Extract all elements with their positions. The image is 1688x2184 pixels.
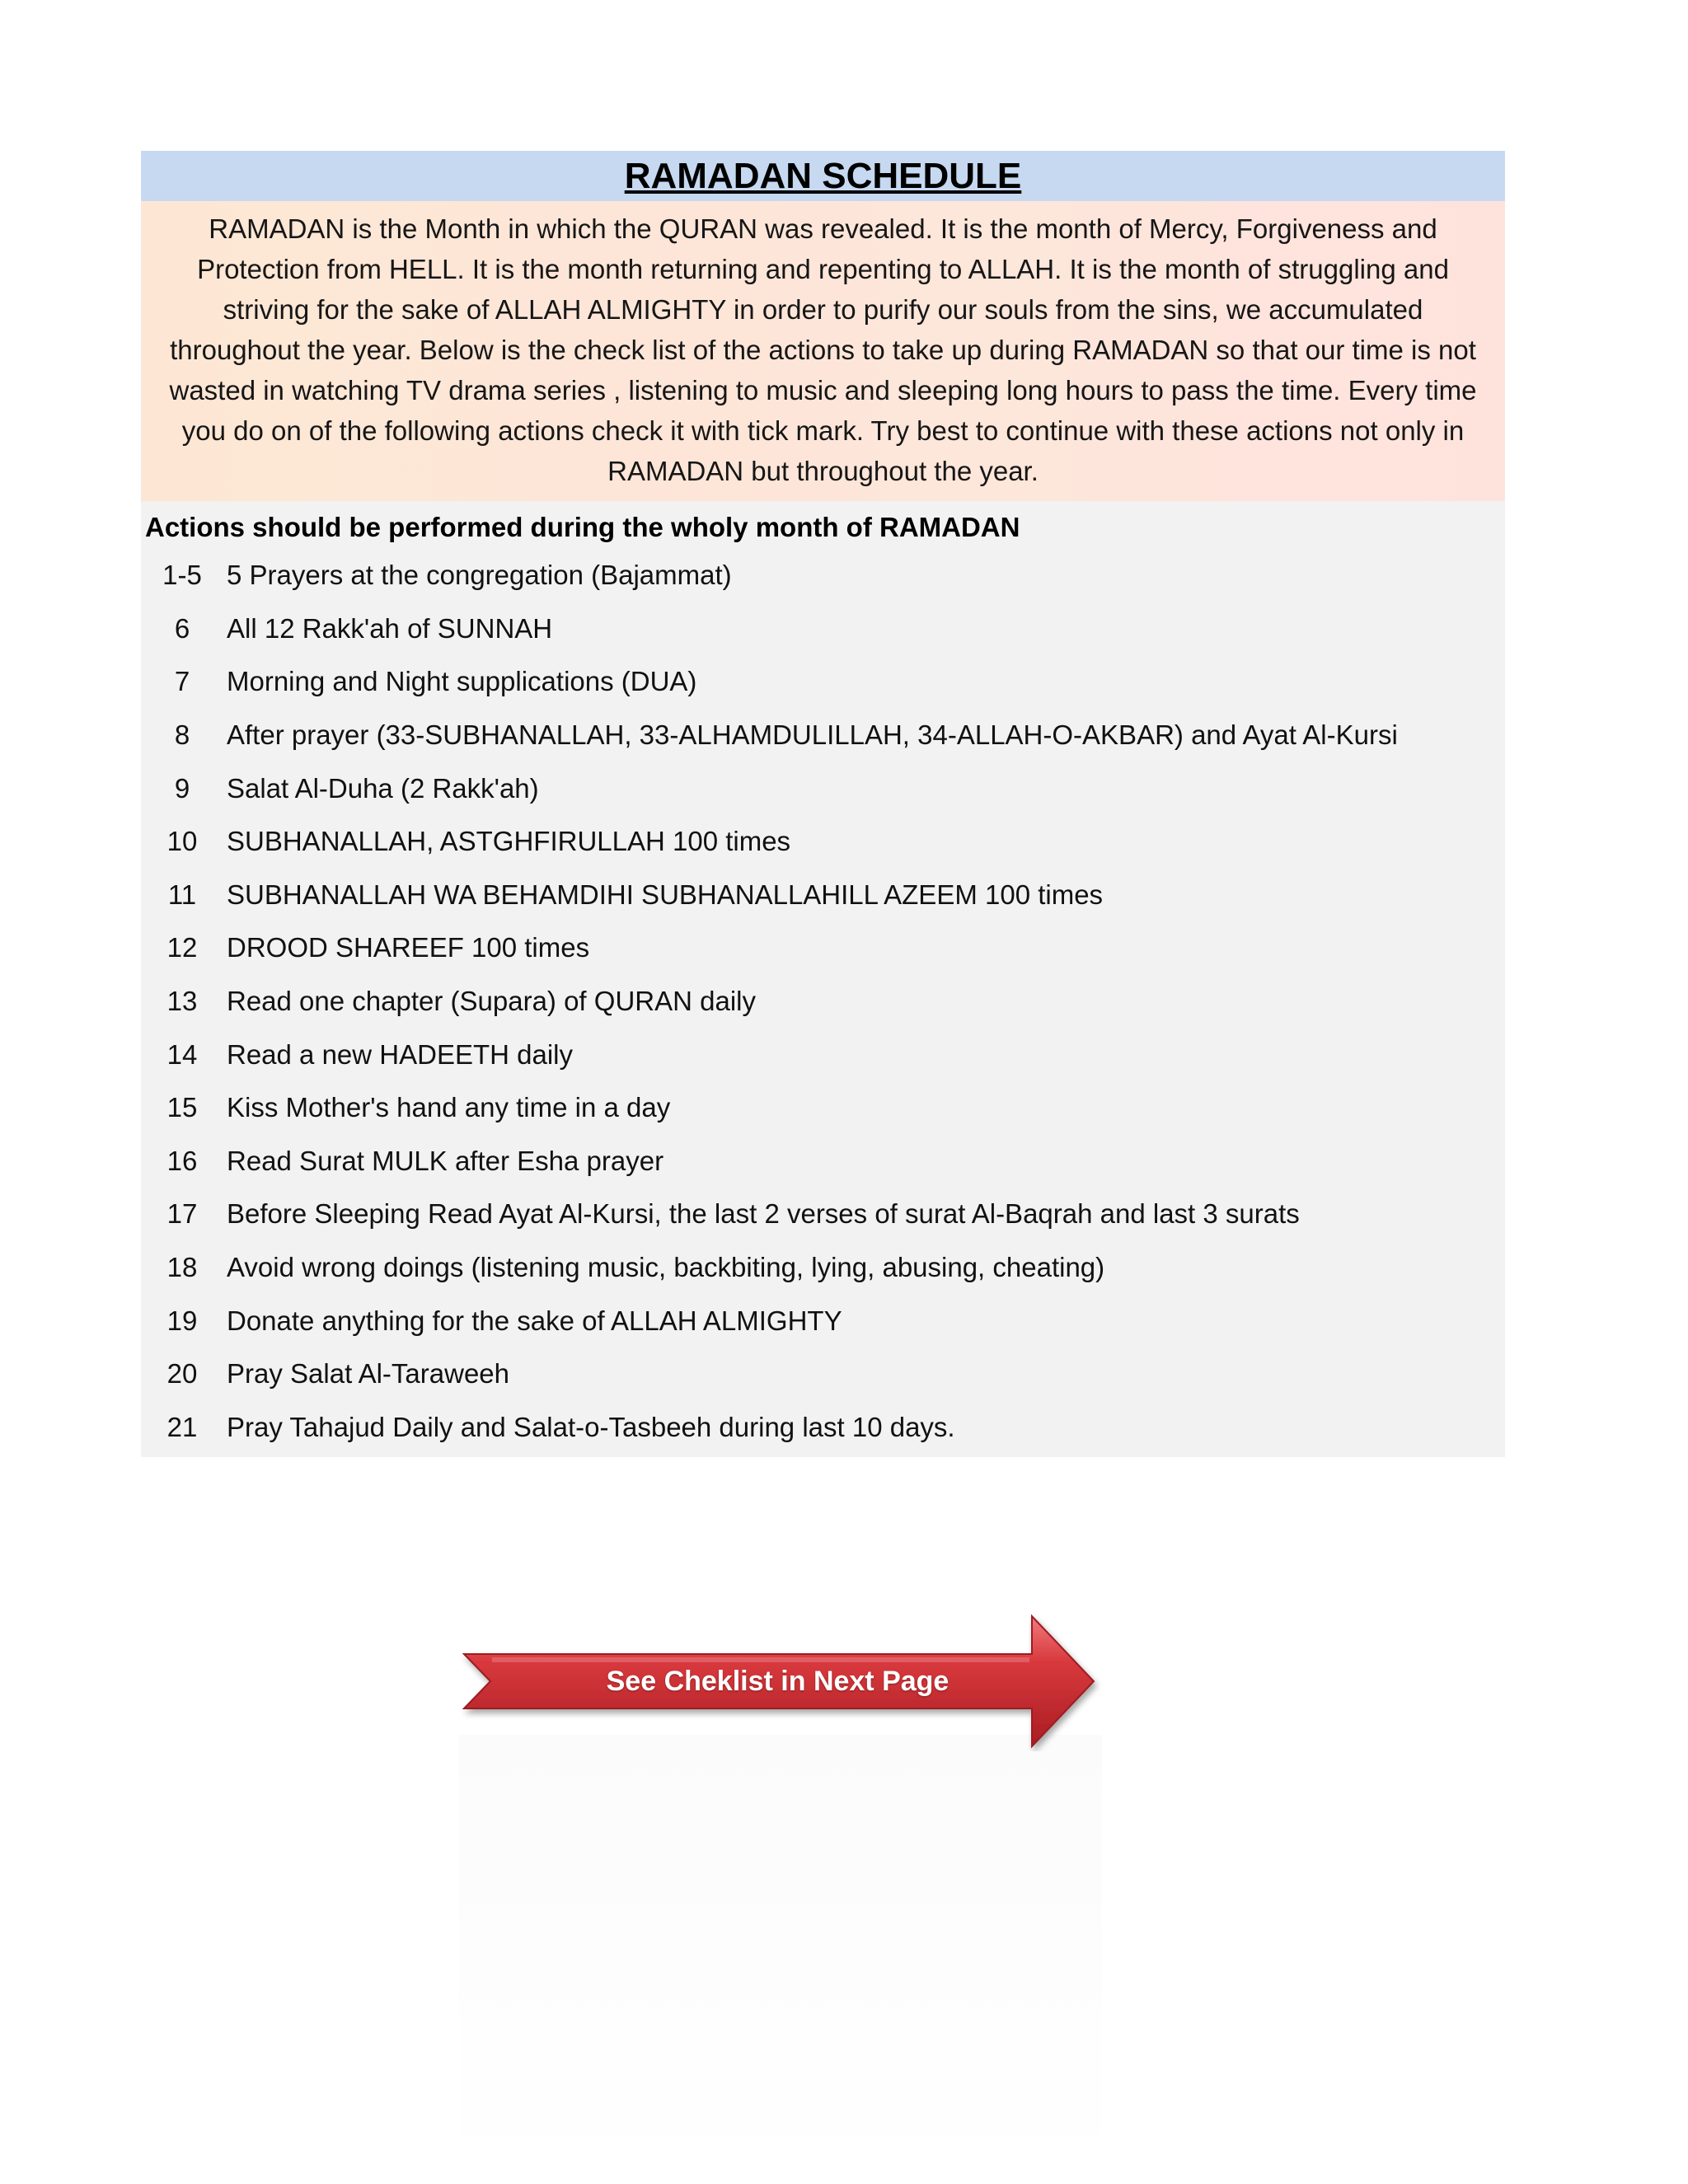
item-text: SUBHANALLAH WA BEHAMDIHI SUBHANALLAHILL AZEEM 100 times <box>227 879 1104 910</box>
list-item <box>141 1028 1505 1081</box>
actions-heading: Actions should be performed during the wholy month of RAMADAN <box>145 512 1020 542</box>
list-item <box>141 1241 1505 1295</box>
intro-paragraph: RAMADAN is the Month in which the QURAN was revealed. It is the month of Mercy, Forgiveness and Protection from HELL. It is the month returning and repenting to ALLAH. It is the month of struggling and striving for the sake of ALLAH ALMIGHTY in order to purify our souls from the sins, we accumulated throughout the year. Below is the check list of the actions to take up during RAMADAN so that our time is not wasted in watching TV drama series , listening to music and sleeping long hours to pass the time. Every time you do on of the following actions check it with tick mark. Try best to continue with these actions not only in RAMADAN but throughout the year. <box>141 201 1505 501</box>
list-item <box>141 709 1505 762</box>
schedule-sheet <box>141 151 1505 1457</box>
item-text: Pray Tahajud Daily and Salat-o-Tasbeeh during last 10 days. <box>227 1411 955 1442</box>
item-text: Read one chapter (Supara) of QURAN daily <box>227 986 756 1017</box>
page-title: RAMADAN SCHEDULE <box>141 151 1505 201</box>
item-text: Pray Salat Al-Taraweeh <box>227 1358 510 1390</box>
item-number: 21 <box>166 1411 198 1442</box>
list-item <box>141 1294 1505 1347</box>
list-item <box>141 655 1505 709</box>
item-text: Morning and Night supplications (DUA) <box>227 666 697 697</box>
item-text: Avoid wrong doings (listening music, backbiting, lying, abusing, cheating) <box>227 1252 1105 1283</box>
item-text: Read a new HADEETH daily <box>227 1038 574 1070</box>
list-item <box>141 975 1505 1029</box>
item-number: 20 <box>166 1358 198 1390</box>
item-number: 13 <box>166 986 198 1017</box>
list-item <box>141 1401 1505 1455</box>
item-number: 10 <box>166 826 198 857</box>
list-item <box>141 1135 1505 1188</box>
item-text: 5 Prayers at the congregation (Bajammat) <box>227 560 732 591</box>
item-number: 18 <box>166 1252 198 1283</box>
item-number: 9 <box>174 772 190 804</box>
list-item <box>141 1347 1505 1401</box>
item-text: Donate anything for the sake of ALLAH ALMIGHTY <box>227 1305 842 1336</box>
list-item <box>141 869 1505 922</box>
item-text: SUBHANALLAH, ASTGHFIRULLAH 100 times <box>227 826 791 857</box>
item-text: After prayer (33-SUBHANALLAH, 33-ALHAMDULILLAH, 34-ALLAH-O-AKBAR) and Ayat Al-Kursi <box>227 719 1398 751</box>
next-page-button[interactable] <box>459 1611 1102 1751</box>
item-text: Read Surat MULK after Esha prayer <box>227 1145 664 1176</box>
list-item <box>141 815 1505 869</box>
actions-list <box>141 501 1505 1457</box>
item-text: All 12 Rakk'ah of SUNNAH <box>227 612 553 644</box>
next-page-label[interactable]: See Cheklist in Next Page <box>606 1666 950 1697</box>
item-number: 1-5 <box>162 560 202 591</box>
list-item <box>141 1081 1505 1135</box>
list-item <box>141 602 1505 656</box>
item-number: 6 <box>174 612 190 644</box>
item-number: 12 <box>166 932 198 963</box>
item-text: Before Sleeping Read Ayat Al-Kursi, the last 2 verses of surat Al-Baqrah and last 3 surats <box>227 1198 1300 1230</box>
item-number: 17 <box>166 1198 198 1230</box>
list-item <box>141 1188 1505 1241</box>
item-number: 8 <box>174 719 190 751</box>
list-item <box>141 762 1505 815</box>
item-number: 15 <box>166 1092 198 1123</box>
item-number: 19 <box>166 1305 198 1336</box>
item-number: 7 <box>174 666 190 697</box>
item-text: Kiss Mother's hand any time in a day <box>227 1092 671 1123</box>
item-number: 16 <box>166 1145 198 1176</box>
list-item <box>141 921 1505 975</box>
arrow-backdrop <box>459 1735 1102 2184</box>
item-number: 11 <box>167 879 197 910</box>
item-text: Salat Al-Duha (2 Rakk'ah) <box>227 772 539 804</box>
item-text: DROOD SHAREEF 100 times <box>227 932 590 963</box>
item-number: 14 <box>166 1038 198 1070</box>
list-item <box>141 549 1505 602</box>
